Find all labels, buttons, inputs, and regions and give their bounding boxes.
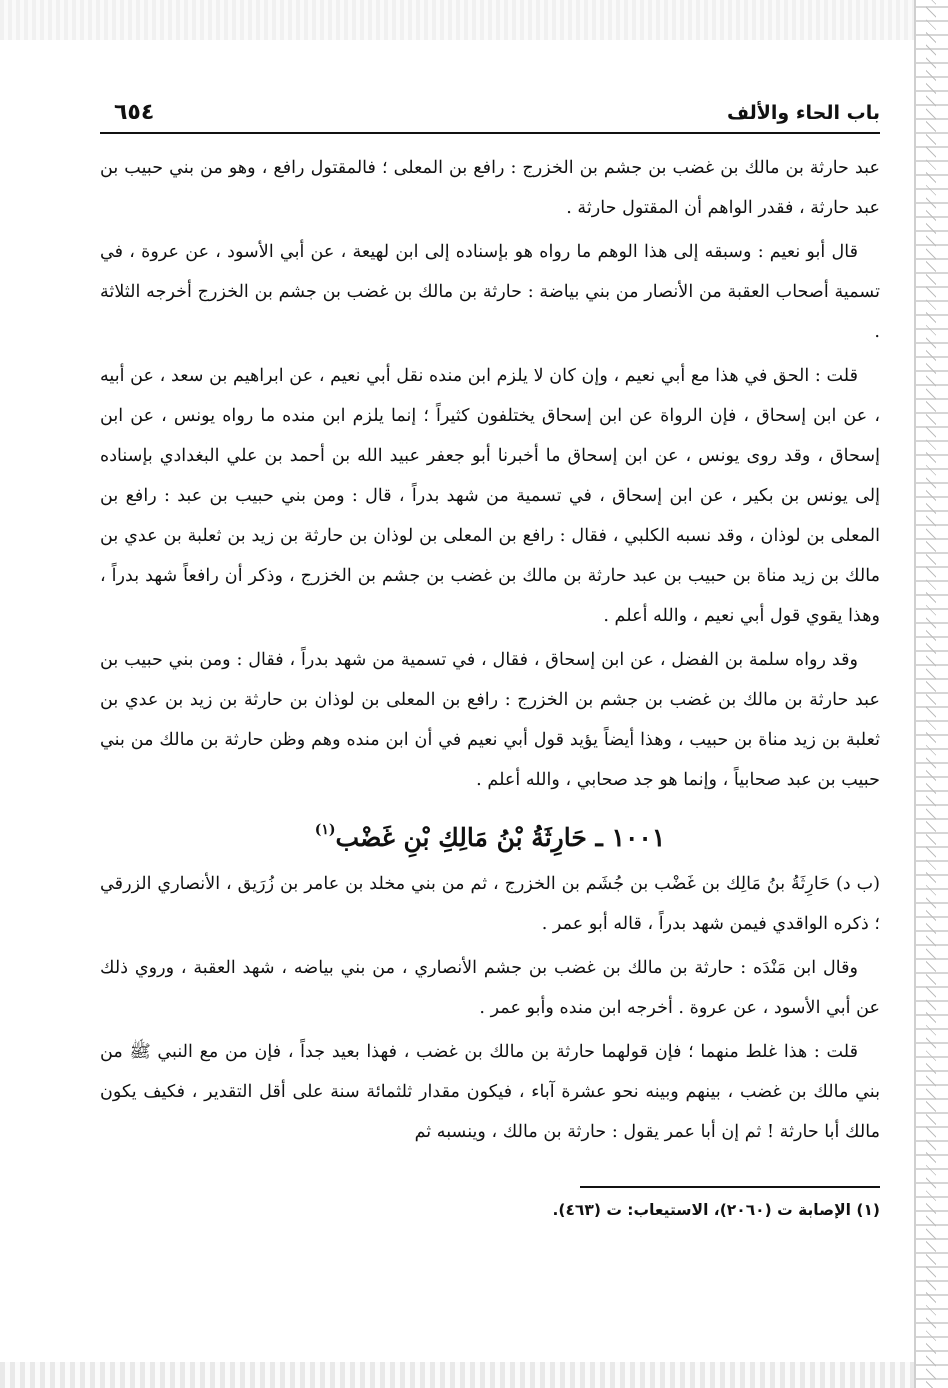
entry-heading-text: ١٠٠١ ـ حَارِثَةُ بْنُ مَالِكِ بْنِ غَضْب xyxy=(335,823,666,852)
book-page xyxy=(100,96,880,1346)
paragraph: وقال ابن مَنْدَه : حارثة بن مالك بن غضب بن جشم الأنصاري ، من بني بياضه ، شهد العقبة ، وروي ذلك عن أبي الأسود ، عن عروة . أخرجه ابن منده وأبو عمر . xyxy=(100,958,880,1018)
footnote-separator xyxy=(100,1186,880,1188)
running-head xyxy=(100,96,880,134)
chapter-title: باب الحاء والألف xyxy=(726,102,880,124)
entry-heading xyxy=(100,804,880,864)
paragraph: وقد رواه سلمة بن الفضل ، عن ابن إسحاق ، فقال ، في تسمية من شهد بدراً ، فقال : ومن بني حبيب بن عبد حارثة بن مالك بن غضب بن جشم بن الخزرج : رافع بن المعلى بن لوذان بن حارثة بن زيد بن عدي بن ثعلبة بن زيد مناة بن حبيب ، وهذا أيضاً يؤيد قول أبي نعيم في أن ابن منده وهم وظن حارثة بن مالك من بني حبيب بن عبد صحابياً ، وإنما هو جد صحابي ، والله أعلم . xyxy=(100,650,880,790)
paragraph: قلت : الحق في هذا مع أبي نعيم ، وإن كان لا يلزم ابن منده نقل أبي نعيم ، عن ابراهيم بن سعد ، عن أبيه ، عن ابن إسحاق ، فإن الرواة عن ابن إسحاق يختلفون كثيراً ؛ إنما يلزم ابن منده ما رواه يونس ، عن ابن إسحاق ، وقد روى يونس ، عن ابن إسحاق ما أخبرنا أبو جعفر عبيد الله بن أحمد بن علي البغدادي بإسناده إلى يونس بن بكير ، عن ابن إسحاق ، في تسمية من شهد بدراً ، قال : ومن بني حبيب بن عبد : رافع بن المعلى بن لوذان ، وقد نسبه الكلبي ، فقال : رافع بن المعلى بن لوذان بن حارثة بن زيد بن ثعلبة بن عدي بن مالك بن زيد مناة بن حبيب بن عبد حارثة بن مالك بن غضب بن جشم بن الخزرج ، وذكر أن رافعاً شهد بدراً ، وهذا يقوي قول أبي نعيم ، والله أعلم . xyxy=(100,366,880,626)
paragraph: قال أبو نعيم : وسبقه إلى هذا الوهم ما رواه هو بإسناده إلى ابن لهيعة ، عن أبي الأسود ، عن عروة ، في تسمية أصحاب العقبة من الأنصار من بني بياضة : حارثة بن مالك بن غضب بن جشم بن الخزرج أخرجه الثلاثة . xyxy=(100,242,880,342)
footnote: (١) الإصابة ت (٢٠٦٠)، الاستيعاب: ت (٤٦٣). xyxy=(552,1201,880,1219)
paragraph: عبد حارثة بن مالك بن غضب بن جشم بن الخزرج : رافع بن المعلى ؛ فالمقتول رافع ، وهو من بني حبيب بن عبد حارثة ، فقدر الواهم أن المقتول حارثة . xyxy=(100,158,880,218)
footnote-marker: (١) xyxy=(314,822,336,838)
scan-border-right xyxy=(914,0,948,1388)
body-text xyxy=(100,148,880,1152)
paragraph: (ب د) حَارِثَةُ بنُ مَالِك بن غَضْب بن جُشَم بن الخزرج ، ثم من بني مخلد بن عامر بن زُرَيق ، الأنصاري الزرقي ؛ ذكره الواقدي فيمن شهد بدراً ، قاله أبو عمر . xyxy=(100,874,880,934)
paragraph: قلت : هذا غلط منهما ؛ فإن قولهما حارثة بن مالك بن غضب ، فهذا بعيد جداً ، فإن من مع النبي ﷺ من بني مالك بن غضب ، بينهم وبينه نحو عشرة آباء ، فيكون مقدار ثلثمائة سنة على أقل التقدير ، فكيف يكون مالك أبا حارثة ! ثم إن أبا عمر يقول : حارثة بن مالك ، وينسبه ثم xyxy=(100,1042,880,1142)
page-number: ٦٥٤ xyxy=(114,100,155,125)
footnote-rule xyxy=(580,1186,880,1188)
scan-border-top xyxy=(0,0,948,40)
scan-border-bottom xyxy=(0,1362,948,1388)
